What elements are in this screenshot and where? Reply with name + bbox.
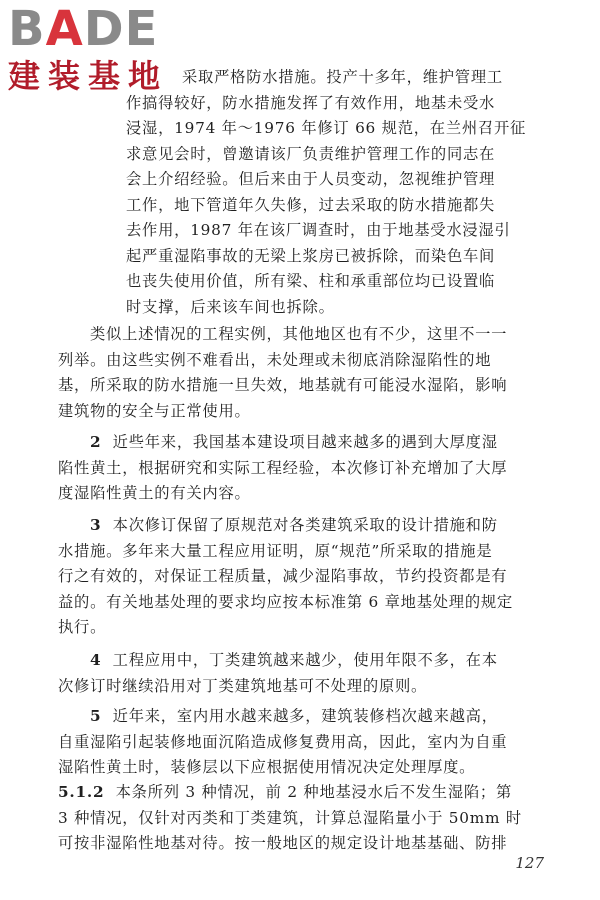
item-number: 2: [90, 433, 102, 451]
item-number: 3: [90, 516, 102, 534]
text-line: 会上介绍经验。但后来由于人员变动，忽视维护管理: [126, 170, 496, 188]
item-3-paragraph: [58, 513, 544, 641]
text-line: 本条所列 3 种情况，前 2 种地基浸水后不发生湿陷；第: [115, 783, 513, 801]
item-number: 5: [90, 707, 102, 725]
text-line: 益的。有关地基处理的要求均应按本标准第 6 章地基处理的规定: [58, 592, 513, 611]
continuation-paragraph: [126, 65, 544, 320]
text-line: 水措施。多年来大量工程应用证明，原“规范”所采取的措施是: [58, 541, 493, 560]
clause-number: 5.1.2: [58, 783, 105, 801]
text-line: 建筑物的安全与正常使用。: [58, 401, 251, 420]
text-line: 起严重湿陷事故的无梁上浆房已被拆除，而染色车间: [126, 246, 496, 265]
paragraph-similar-cases: [58, 322, 544, 424]
text-line: 作搞得较好，防水措施发挥了有效作用，地基未受水: [126, 93, 496, 112]
logo-wordmark: BADE: [8, 1, 159, 57]
text-line: 3 种情况，仅针对丙类和丁类建筑，计算总湿陷量小于 50mm 时: [58, 808, 522, 827]
item-number: 4: [90, 651, 102, 669]
text-line: 工程应用中，丁类建筑越来越少，使用年限不多，在本: [112, 651, 498, 669]
text-line: 类似上述情况的工程实例，其他地区也有不少，这里不一一: [90, 325, 508, 343]
text-line: 基，所采取的防水措施一旦失效，地基就有可能浸水湿陷，影响: [58, 376, 508, 394]
text-line: 采取严格防水措施。投产十多年，维护管理工: [182, 68, 503, 86]
text-line: 度湿陷性黄土的有关内容。: [58, 484, 251, 502]
text-line: 列举。由这些实例不难看出，未处理或未彻底消除湿陷性的地: [58, 350, 492, 369]
item-2-paragraph: [58, 430, 544, 507]
text-line: 也丧失使用价值，所有梁、柱和承重部位均已设置临: [126, 272, 496, 290]
page-number: 127: [515, 854, 544, 872]
text-line: 自重湿陷引起装修地面沉陷造成修复费用高，因此，室内为自重: [58, 732, 508, 751]
text-line: 陷性黄土，根据研究和实际工程经验，本次修订补充增加了大厚: [58, 458, 508, 477]
text-line: 近年来，室内用水越来越多，建筑装修档次越来越高，: [112, 707, 498, 725]
text-line: 次修订时继续沿用对丁类建筑地基可不处理的原则。: [58, 676, 428, 695]
item-4-paragraph: [58, 648, 544, 699]
text-line: 湿陷性黄土时，装修层以下应根据使用情况决定处理厚度。: [58, 758, 476, 776]
text-line: 行之有效的，对保证工程质量，减少湿陷事故，节约投资都是有: [58, 567, 508, 585]
text-line: 求意见会时，曾邀请该厂负责维护管理工作的同志在: [126, 144, 496, 163]
text-line: 近些年来，我国基本建设项目越来越多的遇到大厚度湿: [112, 433, 498, 451]
text-line: 本次修订保留了原规范对各类建筑采取的设计措施和防: [112, 516, 498, 534]
clause-5-1-2-paragraph: [58, 780, 544, 857]
text-line: 可按非湿陷性地基对待。按一般地区的规定设计地基基础、防排: [58, 834, 508, 852]
text-line: 时支撑，后来该车间也拆除。: [126, 297, 335, 316]
text-line: 去作用，1987 年在该厂调查时，由于地基受水浸湿引: [126, 221, 511, 239]
text-line: 执行。: [58, 618, 107, 636]
text-line: 工作，地下管道年久失修，过去采取的防水措施都失: [126, 195, 496, 214]
text-line: 浸湿，1974 年～1976 年修订 66 规范，在兰州召开征: [126, 119, 527, 137]
logo-chinese-text: 建装基地: [8, 57, 169, 95]
item-5-paragraph: [58, 704, 544, 781]
